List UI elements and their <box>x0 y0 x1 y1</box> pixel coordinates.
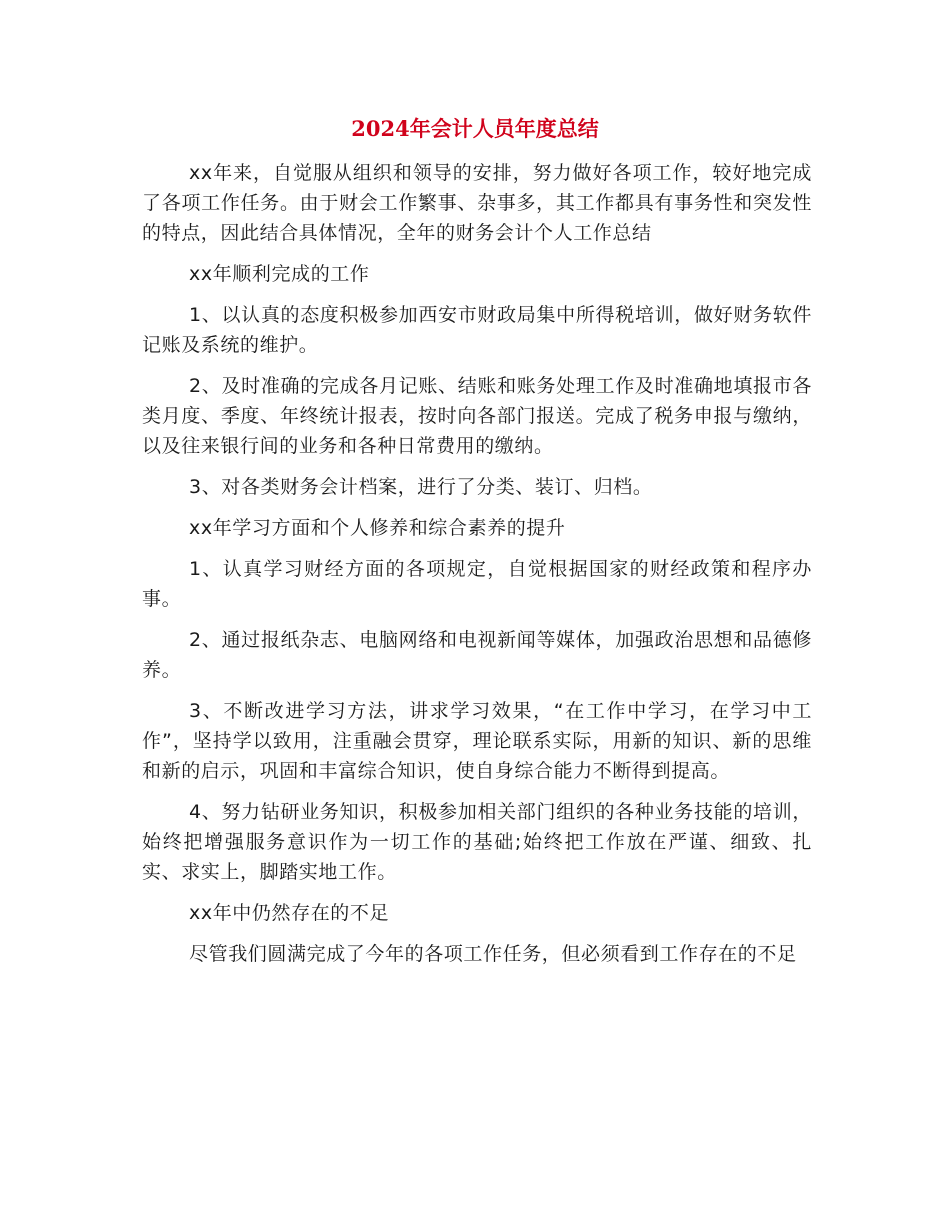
paragraph-completed-1: 1、以认真的态度积极参加西安市财政局集中所得税培训，做好财务软件记账及系统的维护。 <box>142 304 812 356</box>
document-title: 2024年会计人员年度总结 <box>351 116 599 141</box>
paragraph-learning-2: 2、通过报纸杂志、电脑网络和电视新闻等媒体，加强政治思想和品德修养。 <box>142 629 812 681</box>
paragraph-intro: xx年来，自觉服从组织和领导的安排，努力做好各项工作，较好地完成了各项工作任务。由于财会工作繁事、杂事多，其工作都具有事务性和突发性的特点，因此结合具体情况，全年的财务会计个人工作总结 <box>142 162 812 244</box>
section-heading-completed-work: xx年顺利完成的工作 <box>189 263 370 285</box>
document-body <box>142 158 812 980</box>
paragraph-learning-3: 3、不断改进学习方法，讲求学习效果，“在工作中学习，在学习中工作”，坚持学以致用，注重融会贯穿，理论联系实际，用新的知识、新的思维和新的启示，巩固和丰富综合知识，使自身综合能力不断得到提高。 <box>142 700 812 782</box>
paragraph-learning-4: 4、努力钻研业务知识，积极参加相关部门组织的各种业务技能的培训，始终把增强服务意识作为一切工作的基础;始终把工作放在严谨、细致、扎实、求实上，脚踏实地工作。 <box>142 801 812 883</box>
paragraph-shortcomings: 尽管我们圆满完成了今年的各项工作任务，但必须看到工作存在的不足 <box>189 943 797 965</box>
paragraph-learning-1: 1、认真学习财经方面的各项规定，自觉根据国家的财经政策和程序办事。 <box>142 558 812 610</box>
paragraph-completed-3: 3、对各类财务会计档案，进行了分类、装订、归档。 <box>189 476 653 498</box>
section-heading-learning: xx年学习方面和个人修养和综合素养的提升 <box>189 517 566 539</box>
section-heading-shortcomings: xx年中仍然存在的不足 <box>189 902 390 924</box>
paragraph-completed-2: 2、及时准确的完成各月记账、结账和账务处理工作及时准确地填报市各类月度、季度、年终统计报表，按时向各部门报送。完成了税务申报与缴纳，以及往来银行间的业务和各种日常费用的缴纳。 <box>142 375 812 457</box>
